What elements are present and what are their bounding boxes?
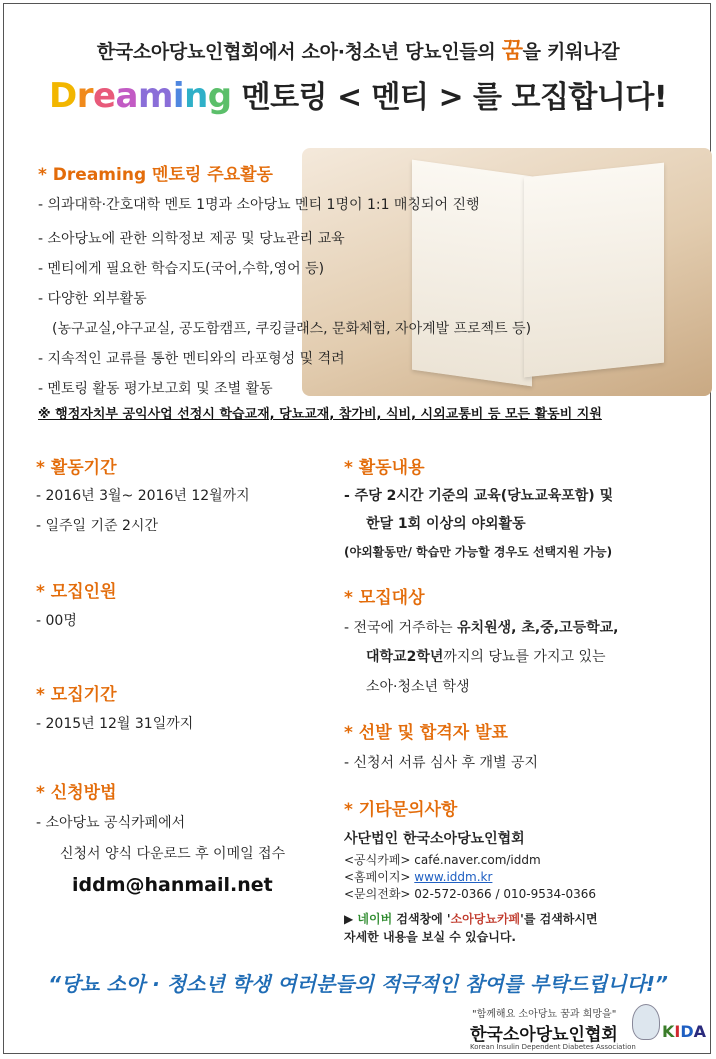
activities-title: * Dreaming 멘토링 주요활동 xyxy=(38,165,273,185)
mascot-icon xyxy=(632,1004,660,1040)
target-line-1-text: - 전국에 거주하는 xyxy=(344,620,458,636)
count-title: * 모집인원 xyxy=(36,582,117,602)
deadline-item: - 2015년 12월 31일까지 xyxy=(36,716,194,732)
search-hint-end: '를 검색하시면 xyxy=(520,912,598,926)
header-line-1-end: 을 키워나갈 xyxy=(522,41,620,63)
period-title: * 활동기간 xyxy=(36,458,117,478)
dreaming-letter: r xyxy=(76,76,93,116)
dream-word-highlight: 꿈 xyxy=(501,39,523,64)
dreaming-letter: n xyxy=(184,76,208,116)
activity-item: - 멘토링 활동 평가보고회 및 조별 활동 xyxy=(38,381,273,397)
dreaming-letter: g xyxy=(207,76,232,116)
cafe-link[interactable]: café.naver.com/iddm xyxy=(414,853,541,867)
period-item: - 2016년 3월~ 2016년 12월까지 xyxy=(36,488,250,504)
apply-item: - 소아당뇨 공식카페에서 xyxy=(36,815,186,831)
contact-title: * 기타문의사항 xyxy=(344,800,458,820)
apply-item: 신청서 양식 다운로드 후 이메일 접수 xyxy=(60,846,286,862)
target-line-2 xyxy=(366,646,606,666)
dreaming-letter: m xyxy=(137,76,173,116)
contact-home xyxy=(344,868,492,885)
dreaming-letter: D xyxy=(48,76,77,116)
activity-item: - 의과대학·간호대학 멘토 1명과 소아당뇨 멘티 1명이 1:1 매칭되어 진행 xyxy=(38,197,480,213)
kida-logo xyxy=(662,1022,706,1041)
page-title xyxy=(0,72,716,116)
kida-letter: K xyxy=(662,1022,675,1041)
contact-cafe-label: <공식카페> xyxy=(344,853,415,867)
kida-letter: D xyxy=(680,1022,694,1041)
apply-title: * 신청방법 xyxy=(36,783,117,803)
contact-cafe xyxy=(344,851,541,868)
target-title: * 모집대상 xyxy=(344,588,425,608)
content-item: - 주당 2시간 기준의 교육(당뇨교육포함) 및 xyxy=(344,488,614,504)
activity-item: - 다양한 외부활동 xyxy=(38,291,147,307)
association-logo-name: 한국소아당뇨인협회 xyxy=(470,1025,618,1045)
period-item: - 일주일 기준 2시간 xyxy=(36,518,158,534)
activity-item: - 지속적인 교류를 통한 멘티와의 라포형성 및 격려 xyxy=(38,351,345,367)
activity-item: (농구교실,야구교실, 공도함캠프, 쿠킹클래스, 문화체험, 자아계발 프로젝트 등) xyxy=(52,321,532,337)
book-page-right xyxy=(524,163,664,378)
target-line-1 xyxy=(344,617,618,637)
count-item: - 00명 xyxy=(36,613,77,629)
kida-letter: A xyxy=(693,1022,707,1041)
closing-message: “당뇨 소아 · 청소년 학생 여러분들의 적극적인 참여를 부탁드립니다!” xyxy=(48,972,668,996)
dreaming-letter: a xyxy=(115,76,138,116)
contact-phone-label: <문의전화> xyxy=(344,887,415,901)
announce-item: - 신청서 서류 심사 후 개별 공지 xyxy=(344,755,539,771)
target-line-1-bold: 유치원생, 초,중,고등학교, xyxy=(457,620,619,636)
search-hint-text: 검색창에 ' xyxy=(392,912,451,926)
activity-item: - 소아당뇨에 관한 의학정보 제공 및 당뇨관리 교육 xyxy=(38,231,345,247)
search-hint xyxy=(344,910,598,927)
target-line-2-bold: 대학교2학년 xyxy=(366,649,444,665)
announce-title: * 선발 및 합격자 발표 xyxy=(344,723,508,743)
header-line-1 xyxy=(0,34,716,65)
kida-letter: I xyxy=(674,1022,681,1041)
apply-email[interactable]: iddm@hanmail.net xyxy=(72,874,273,896)
target-line-2-text: 까지의 당뇨를 가지고 있는 xyxy=(443,649,606,665)
deadline-title: * 모집기간 xyxy=(36,685,117,705)
search-keyword: 소아당뇨카페 xyxy=(450,912,521,926)
page-title-text: 멘토링 < 멘티 > 를 모집합니다! xyxy=(231,80,668,115)
dreaming-letter: e xyxy=(92,76,116,116)
arrow-icon: ▶ xyxy=(344,912,358,926)
homepage-link[interactable]: www.iddm.kr xyxy=(414,870,493,884)
support-note: ※ 행정자치부 공익사업 선정시 학습교재, 당뇨교재, 참가비, 식비, 시외교통비 등 모든 활동비 지원 xyxy=(38,407,602,422)
header-line-1-text: 한국소아당뇨인협회에서 소아·청소년 당뇨인들의 xyxy=(96,41,502,63)
naver-word: 네이버 xyxy=(357,912,393,926)
search-hint-line-2: 자세한 내용을 보실 수 있습니다. xyxy=(344,930,516,944)
dreaming-logo-text xyxy=(49,76,232,116)
content-sub: (야외활동만/ 학습만 가능할 경우도 선택지원 가능) xyxy=(344,545,613,559)
logo-tagline: "함께해요 소아당뇨 꿈과 희망을" xyxy=(472,1009,617,1020)
open-book-image xyxy=(302,148,712,396)
association-english-name: Korean Insulin Dependent Diabetes Association xyxy=(470,1043,636,1051)
target-line-3: 소아·청소년 학생 xyxy=(366,679,470,695)
content-item: 한달 1회 이상의 야외활동 xyxy=(366,516,526,532)
dreaming-letter: i xyxy=(172,76,185,116)
contact-org: 사단법인 한국소아당뇨인협회 xyxy=(344,831,525,847)
contact-phone xyxy=(344,885,596,902)
content-title: * 활동내용 xyxy=(344,458,425,478)
contact-home-label: <홈페이지> xyxy=(344,870,415,884)
phone-numbers: 02-572-0366 / 010-9534-0366 xyxy=(414,887,596,901)
activity-item: - 멘티에게 필요한 학습지도(국어,수학,영어 등) xyxy=(38,261,325,277)
